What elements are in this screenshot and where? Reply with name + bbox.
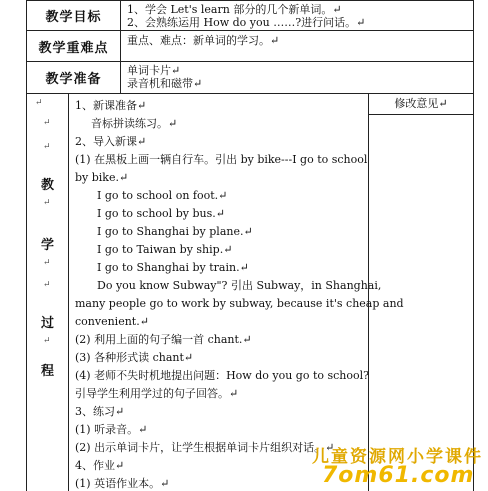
process-line-4: (1) 在黑板上画一辆自行车。引出 by bike---I go to school [75,153,368,166]
process-line-1: 1、新课准备↵ [75,99,147,112]
paragraph-mark-icon: ↵ [43,198,51,208]
process-side-cell [26,93,69,491]
process-line-9: I go to Taiwan by ship.↵ [97,243,233,256]
objectives-line-2: 2、会熟练运用 How do you ……?进行问话。↵ [127,16,366,29]
process-line-16: (4) 老师不失时机地提出问题：How do you go to school? [75,369,370,382]
key-points-content-cell [120,30,474,62]
watermark-top: 儿童资源网小学课件 [312,447,483,467]
objectives-line-1: 1、学会 Let's learn 部分的几个新单词。↵ [127,3,342,16]
paragraph-mark-icon: ↵ [35,98,43,108]
process-char-1: 教 [41,178,55,193]
key-points-label-cell [26,30,121,62]
preparation-label-cell [26,61,121,94]
process-line-17: 引导学生利用学过的句子回答。↵ [75,387,239,400]
key-points-text: 重点、难点：新单词的学习。↵ [127,34,280,47]
process-line-10: I go to Shanghai by train.↵ [97,261,249,274]
process-line-19: (1) 听录音。↵ [75,423,148,436]
key-points-label: 教学重难点 [38,40,109,56]
process-char-4: 程 [41,364,55,379]
process-line-13: convenient.↵ [75,315,149,328]
process-line-18: 3、练习↵ [75,405,125,418]
watermark-bottom: 7om61.com [322,463,475,488]
paragraph-mark-icon: ↵ [43,142,51,152]
preparation-line-1: 单词卡片↵ [127,64,181,77]
process-line-6: I go to school on foot.↵ [97,189,228,202]
process-line-20: (2) 出示单词卡片，让学生根据单词卡片组织对话。↵ [75,441,335,454]
process-line-11: Do you know Subway"? 引出 Subway，in Shanghai, [97,279,382,292]
paragraph-mark-icon: ↵ [43,258,51,268]
process-char-2: 学 [41,238,55,253]
process-line-22: (1) 英语作业本。↵ [75,477,170,490]
process-line-7: I go to school by bus.↵ [97,207,225,220]
process-line-5: by bike.↵ [75,171,129,184]
process-line-14: (2) 利用上面的句子编一首 chant.↵ [75,333,252,346]
preparation-line-2: 录音机和磁带↵ [127,77,203,90]
paragraph-mark-icon: ↵ [43,336,51,346]
process-line-21: 4、作业↵ [75,459,125,472]
objectives-content-cell [120,0,474,31]
process-line-2: 音标拼读练习。↵ [91,117,178,130]
process-line-12: many people go to work by subway, because it's cheap and [75,297,404,310]
paragraph-mark-icon: ↵ [43,280,51,290]
preparation-content-cell [120,61,474,94]
objectives-label-cell [26,0,121,31]
notes-header: 修改意见↵ [394,97,448,110]
process-line-8: I go to Shanghai by plane.↵ [97,225,253,238]
notes-header-cell [368,93,474,115]
process-line-15: (3) 各种形式读 chant↵ [75,351,194,364]
process-line-3: 2、导入新课↵ [75,135,147,148]
notes-cell [368,93,474,491]
preparation-label: 教学准备 [45,72,102,87]
objectives-label: 教学目标 [45,10,102,25]
process-char-3: 过 [41,316,55,331]
paragraph-mark-icon: ↵ [43,118,51,128]
